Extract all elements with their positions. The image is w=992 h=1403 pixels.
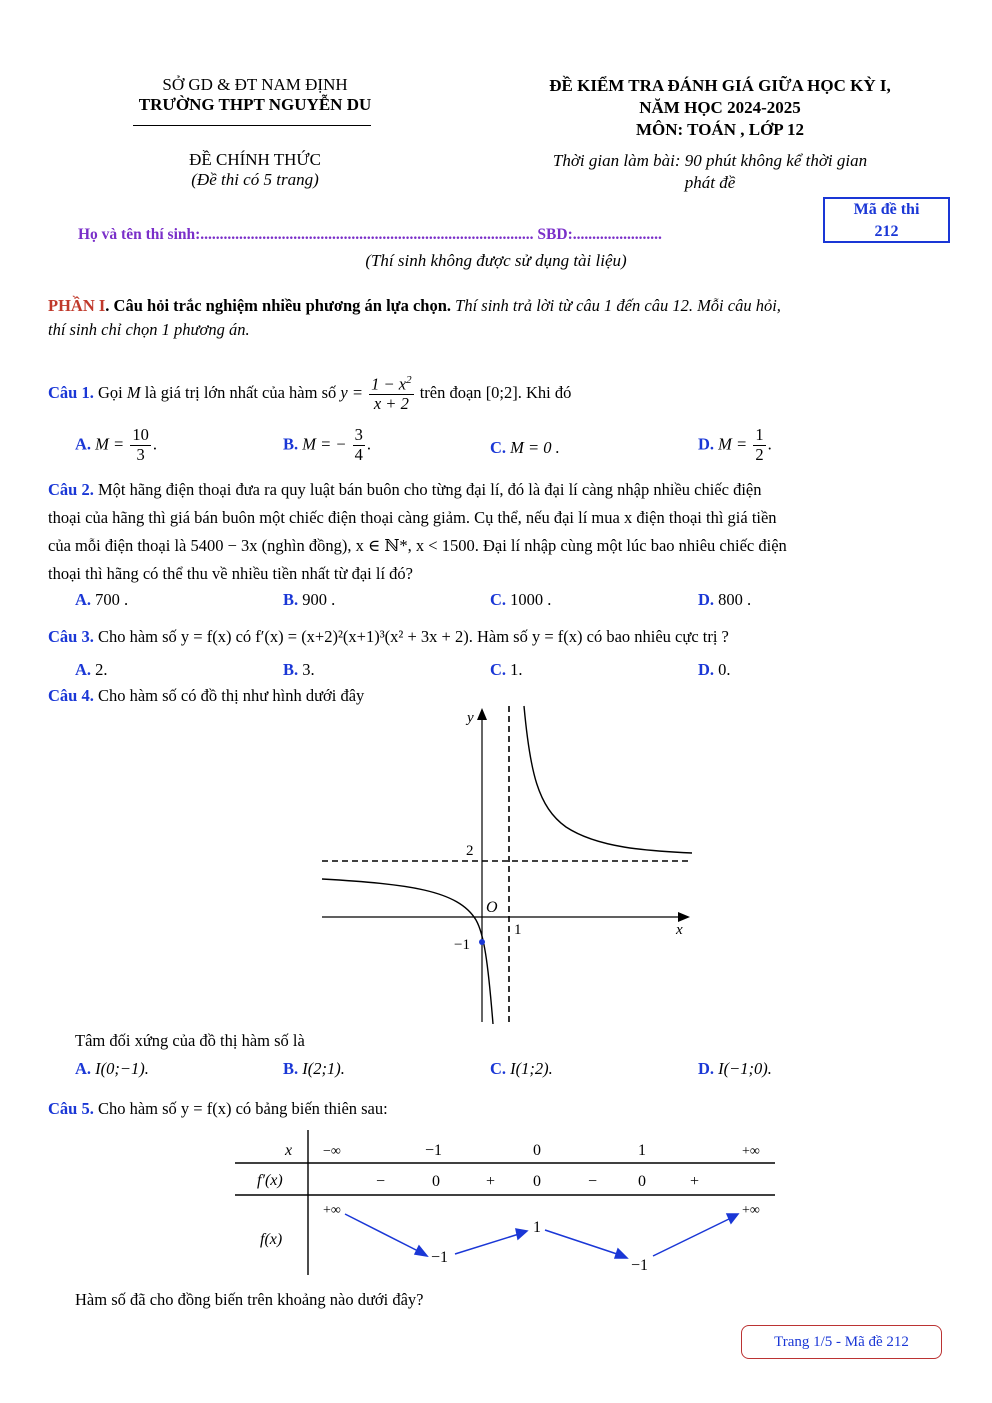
f-val-min-2: −1 (631, 1257, 649, 1274)
f-val-min-1: −1 (431, 1249, 449, 1266)
header-left (110, 75, 400, 115)
time-line-2: phát đề (684, 173, 736, 192)
arrowhead-4 (727, 1214, 738, 1223)
q1-option-b-label: B. (283, 434, 299, 454)
q3-option-d-label: D. (698, 660, 715, 679)
q3-text: Cho hàm số y = f(x) có f′(x) = (x+2)²(x+1)³(x² + 3x + 2). Hàm số y = f(x) có bao nhiêu cực trị ? (97, 627, 729, 646)
q2-option-b[interactable] (283, 590, 335, 610)
right-branch-curve (524, 706, 692, 853)
q1-label: Câu 1. (48, 383, 94, 402)
student-info-line: Họ và tên thí sinh:...................................................................................... SBD:....................... (78, 226, 662, 243)
f-row-label: f(x) (260, 1231, 283, 1248)
exam-code-box (823, 197, 950, 243)
q4-option-a-label: A. (75, 1059, 92, 1078)
q4-c-value: I(1;2). (510, 1059, 553, 1078)
q3-b-value: 3. (302, 660, 315, 679)
q1-option-c[interactable] (490, 438, 560, 458)
q2-option-b-label: B. (283, 590, 299, 609)
fp-sign-3: − (588, 1173, 598, 1190)
exam-code-label: Mã đề thi (853, 201, 920, 218)
y-axis-arrow (477, 708, 487, 720)
q1-text-a: Gọi (97, 383, 123, 402)
q2-label: Câu 2. (48, 480, 94, 499)
tick-label-minus-1: −1 (454, 937, 470, 953)
q3-option-b-label: B. (283, 660, 299, 679)
arrow-decrease-1 (345, 1214, 420, 1252)
header-divider (133, 125, 371, 126)
y-axis-label: y (467, 710, 474, 726)
q1-stem: Câu 1. Gọi M là giá trị lớn nhất của hàm số y = $\frac{1 - x^2}{x + 2}$ trên đoạn [0;2]. Khi đó (48, 374, 572, 414)
arrowhead-1 (415, 1246, 427, 1256)
y-intercept-point (479, 939, 485, 945)
q1-b-den: 4 (354, 444, 363, 464)
q1-option-a[interactable]: A. M = $\frac{10}{3}$ . (75, 425, 157, 464)
school-name: TRƯỜNG THPT NGUYỄN DU (138, 95, 372, 114)
q1-text-b: là giá trị lớn nhất của hàm số (144, 383, 337, 402)
q3-option-b[interactable] (283, 660, 315, 680)
x-row-label: x (285, 1142, 293, 1159)
q3-d-value: 0. (718, 660, 731, 679)
q3-option-a-label: A. (75, 660, 92, 679)
x-axis-label: x (676, 922, 683, 938)
q2-c-value: 1000 . (510, 590, 552, 609)
q2-option-a[interactable] (75, 590, 128, 610)
fp-zero-1: 0 (432, 1173, 440, 1190)
q5-variation-table (235, 1130, 780, 1280)
tick-label-2: 2 (466, 843, 474, 859)
q2-option-a-label: A. (75, 590, 92, 609)
exam-year: NĂM HỌC 2024-2025 (639, 98, 801, 117)
part1-instructions-2: thí sinh chỉ chọn 1 phương án. (48, 320, 250, 339)
q2-a-value: 700 . (95, 590, 129, 609)
f-val-pos-inf-left: +∞ (323, 1203, 341, 1218)
q3-stem (48, 624, 948, 650)
q4-question: Tâm đối xứng của đồ thị hàm số là (75, 1031, 305, 1050)
q4-graph (318, 702, 698, 1027)
time-line-1: Thời gian làm bài: 90 phút không kể thời gian (552, 151, 868, 170)
q2-line-2: thoại của hãng thì giá bán buôn một chiếc điện thoại càng giảm. Cụ thể, nếu đại lí mua x điện thoại thì giá tiền (48, 508, 777, 527)
arrow-decrease-2 (545, 1230, 620, 1255)
q4-option-d-label: D. (698, 1059, 715, 1078)
q2-option-d-label: D. (698, 590, 715, 609)
part1-label: PHẦN I (48, 296, 106, 315)
q1-c-value: M = 0 . (510, 438, 560, 457)
q4-option-b-label: B. (283, 1059, 299, 1078)
q4-label: Câu 4. (48, 686, 94, 705)
fp-sign-1: − (376, 1173, 386, 1190)
f-val-pos-inf-right: +∞ (742, 1203, 760, 1218)
f-val-max: 1 (533, 1219, 541, 1236)
q1-option-b[interactable]: B. M = − $\frac{3}{4}$ . (283, 425, 372, 464)
q1-d-num: 1 (755, 425, 764, 444)
tick-label-1: 1 (514, 922, 522, 938)
q4-option-c-label: C. (490, 1059, 507, 1078)
q4-option-b[interactable] (283, 1059, 345, 1079)
q3-option-d[interactable] (698, 660, 731, 680)
time-info (480, 150, 940, 194)
fp-sign-4: + (690, 1173, 700, 1190)
fp-sign-2: + (486, 1173, 496, 1190)
q2-line-1: Một hãng điện thoại đưa ra quy luật bán buôn cho từng đại lí, đó là đại lí càng nhập nhiều chiếc điện (97, 480, 762, 499)
page-footer: Trang 1/5 - Mã đề 212 (741, 1325, 942, 1359)
no-materials-note: (Thí sinh không được sử dụng tài liệu) (365, 251, 627, 270)
part1-heading (48, 294, 948, 342)
q2-d-value: 800 . (718, 590, 752, 609)
q4-b-value: I(2;1). (302, 1059, 345, 1078)
q3-c-value: 1. (510, 660, 523, 679)
q4-a-value: I(0;−1). (95, 1059, 149, 1078)
q1-interval: [0;2] (485, 383, 518, 402)
arrowhead-3 (615, 1249, 627, 1258)
q5-label: Câu 5. (48, 1099, 94, 1118)
x-val-1: 1 (638, 1142, 646, 1159)
q2-line-4: thoại thì hãng có thể thu về nhiều tiền nhất từ đại lí đó? (48, 564, 413, 583)
q2-option-c-label: C. (490, 590, 507, 609)
q4-text: Cho hàm số có đồ thị như hình dưới đây (97, 686, 365, 705)
q3-label: Câu 3. (48, 627, 94, 646)
q1-text-c: trên đoạn (419, 383, 482, 402)
q3-option-c[interactable] (490, 660, 523, 680)
x-val-pos-inf: +∞ (742, 1144, 760, 1159)
q5-stem (48, 1096, 948, 1122)
q5-text: Cho hàm số y = f(x) có bảng biến thiên sau: (97, 1099, 388, 1118)
fp-zero-2: 0 (533, 1173, 541, 1190)
pages-note: (Đề thi có 5 trang) (191, 170, 319, 189)
q3-a-value: 2. (95, 660, 108, 679)
header-right (470, 75, 970, 141)
part1-title: . Câu hỏi trắc nghiệm nhiều phương án lựa chọn. (105, 296, 452, 315)
fp-zero-3: 0 (638, 1173, 646, 1190)
q4-option-d[interactable] (698, 1059, 772, 1079)
fprime-row-label: f′(x) (257, 1172, 283, 1189)
exam-title: ĐỀ KIỂM TRA ĐÁNH GIÁ GIỮA HỌC KỲ I, (549, 76, 891, 95)
q5-question: Hàm số đã cho đồng biến trên khoảng nào dưới đây? (75, 1290, 424, 1309)
q3-option-a[interactable] (75, 660, 108, 680)
x-val-minus-1: −1 (425, 1142, 443, 1159)
q4-option-a[interactable] (75, 1059, 149, 1079)
header-left-sub (110, 150, 400, 190)
origin-label: O (486, 899, 498, 916)
q4-option-c[interactable] (490, 1059, 553, 1079)
x-val-0: 0 (533, 1142, 541, 1159)
q2-line-3: của mỗi điện thoại là 5400 − 3x (nghìn đồng), x ∈ ℕ*, x < 1500. Đại lí nhập cùng một lúc bao nhiêu chiếc điện (48, 536, 787, 555)
q2-option-c[interactable] (490, 590, 551, 610)
q1-option-d-label: D. (698, 434, 715, 454)
q2-stem (48, 476, 948, 588)
q1-text-d: . Khi đó (517, 383, 572, 402)
x-val-neg-inf: −∞ (323, 1144, 341, 1159)
q1-a-den: 3 (136, 444, 145, 464)
arrowhead-2 (516, 1229, 527, 1239)
part1-instructions: Thí sinh trả lời từ câu 1 đến câu 12. Mỗi câu hỏi, (451, 296, 781, 315)
q1-var: M (126, 383, 141, 402)
q1-b-num: 3 (354, 425, 363, 444)
q2-b-value: 900 . (302, 590, 336, 609)
q2-option-d[interactable] (698, 590, 751, 610)
q4-d-value: I(−1;0). (718, 1059, 772, 1078)
x-axis-arrow (678, 912, 690, 922)
q1-option-d[interactable]: D. M = $\frac{1}{2}$ . (698, 425, 772, 464)
q1-d-den: 2 (755, 444, 764, 464)
dept-name: SỞ GD & ĐT NAM ĐỊNH (162, 75, 348, 94)
q3-option-c-label: C. (490, 660, 507, 679)
arrow-increase-2 (653, 1218, 731, 1256)
q1-function-fraction: $\frac{1 - x^2}{x + 2}$ (371, 374, 412, 414)
exam-code-value: 212 (874, 223, 899, 240)
arrow-increase-1 (455, 1234, 519, 1254)
q1-a-num: 10 (132, 425, 149, 444)
official-label: ĐỀ CHÍNH THỨC (189, 150, 321, 169)
q1-option-c-label: C. (490, 438, 507, 457)
q1-option-a-label: A. (75, 434, 92, 454)
exam-subject: MÔN: TOÁN , LỚP 12 (636, 120, 804, 139)
